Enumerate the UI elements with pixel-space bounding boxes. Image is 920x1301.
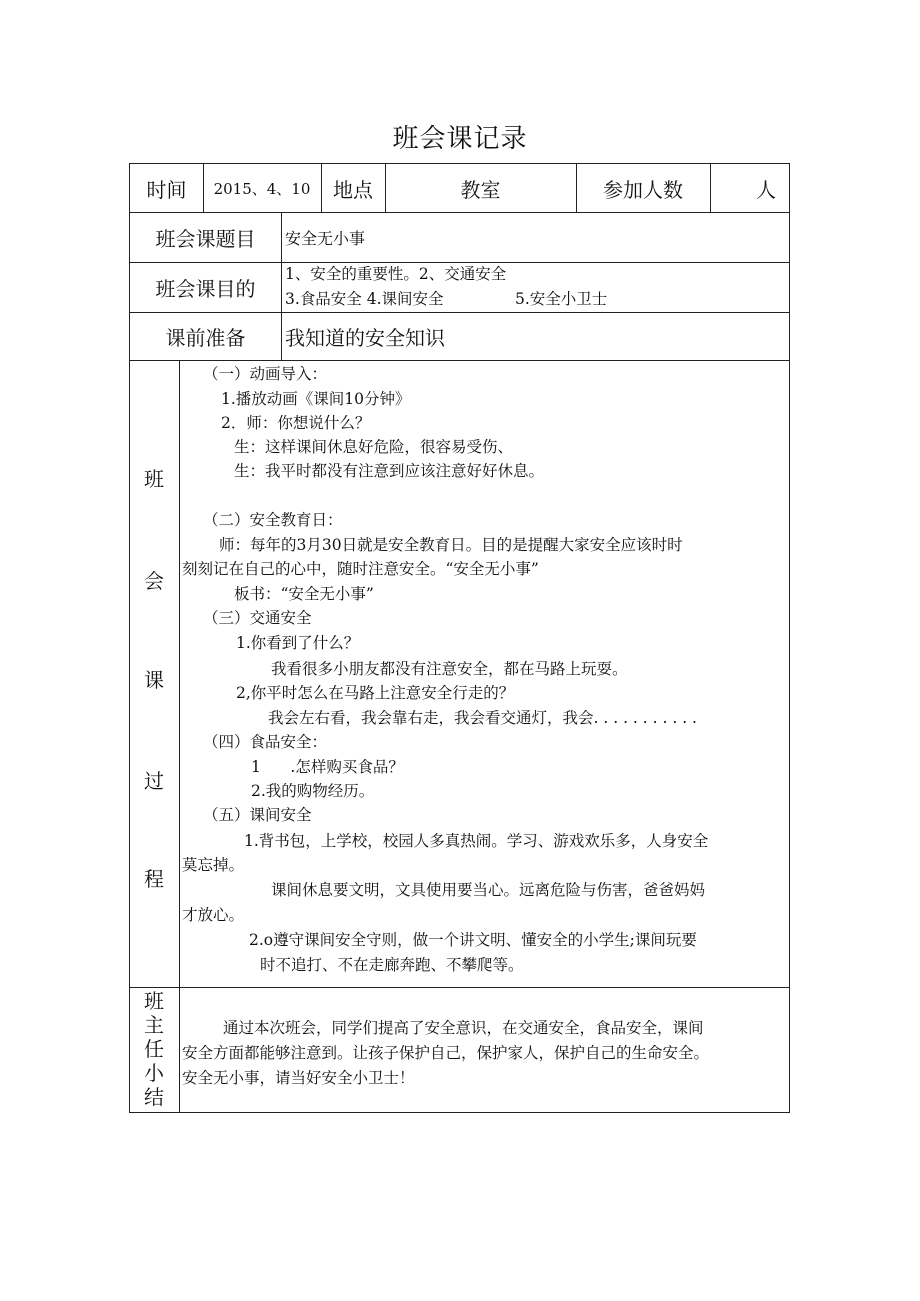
summary-label-char: 主 <box>144 1013 164 1037</box>
process-line: （二）安全教育日： <box>203 511 343 529</box>
process-line: （三）交通安全 <box>203 609 312 627</box>
row-divider <box>130 987 789 988</box>
process-label-char: 过 <box>144 769 164 793</box>
process-line: 1.你看到了什么？ <box>236 634 360 652</box>
goal-line-2b: 5.安全小卫士 <box>515 290 608 308</box>
process-line: 2.我的购物经历。 <box>251 782 375 800</box>
record-table <box>129 163 790 1113</box>
date-value: 2015、4、10 <box>213 179 311 198</box>
summary-line: 通过本次班会，同学们提高了安全意识，在交通安全，食品安全，课间 <box>223 1019 704 1037</box>
goal-line-1: 1、安全的重要性。2、交通安全 <box>285 265 507 283</box>
process-label-char: 程 <box>144 867 164 891</box>
topic-value: 安全无小事 <box>285 228 366 248</box>
process-line: （五）课间安全 <box>203 806 312 824</box>
prep-value: 我知道的安全知识 <box>285 325 445 350</box>
process-line: （一）动画导入： <box>203 365 328 383</box>
process-label-char: 班 <box>144 467 164 491</box>
time-label: 时间 <box>146 177 187 202</box>
process-line: 时不追打、不在走廊奔跑、不攀爬等。 <box>260 956 524 974</box>
summary-label-char: 任 <box>144 1037 164 1061</box>
count-value: 人 <box>756 177 776 202</box>
process-line: 师：每年的3月30日就是安全教育日。目的是提醒大家安全应该时时 <box>219 536 683 554</box>
process-line: 1.背书包，上学校，校园人多真热闹。学习、游戏欢乐多，人身安全 <box>244 832 709 850</box>
process-line: 板书：“安全无小事” <box>234 585 374 603</box>
count-label: 参加人数 <box>603 177 683 202</box>
process-line: 课间休息要文明，文具使用要当心。远离危险与伤害，爸爸妈妈 <box>271 881 706 899</box>
summary-line: 安全无小事，请当好安全小卫士！ <box>182 1069 415 1087</box>
goal-line-2a: 3.食品安全 4.课间安全 <box>285 290 444 308</box>
process-line: （四）食品安全： <box>203 733 328 751</box>
process-line: 我看很多小朋友都没有注意安全，都在马路上玩耍。 <box>271 660 628 678</box>
process-line: 我会左右看，我会靠右走，我会看交通灯，我会. . . . . . . . . . . <box>268 709 697 727</box>
process-line: 2,你平时怎么在马路上注意安全行走的？ <box>236 684 515 702</box>
process-line: 生：这样课间休息好危险，很容易受伤、 <box>234 438 514 456</box>
process-line: 刻刻记在自己的心中，随时注意安全。“安全无小事” <box>182 560 539 578</box>
page-title: 班会课记录 <box>392 124 528 154</box>
col-divider <box>281 212 282 360</box>
process-line: 才放心。 <box>182 906 245 924</box>
summary-label-char: 班 <box>144 989 164 1013</box>
process-line: 生：我平时都没有注意到应该注意好好休息。 <box>234 462 545 480</box>
col-divider <box>179 360 180 1112</box>
process-line: 2.o遵守课间安全守则，做一个讲文明、懂安全的小学生;课间玩要 <box>249 931 697 949</box>
process-label-char: 课 <box>144 668 164 692</box>
place-value: 教室 <box>460 177 501 202</box>
process-label-char: 会 <box>144 569 164 593</box>
summary-line: 安全方面都能够注意到。让孩子保护自己，保护家人，保护自己的生命安全。 <box>182 1044 710 1062</box>
process-line: 莫忘掉。 <box>182 856 245 874</box>
summary-label-char: 结 <box>144 1085 164 1109</box>
place-label: 地点 <box>333 177 373 202</box>
process-line: 1.播放动画《课间10分钟》 <box>221 390 411 408</box>
summary-label-char: 小 <box>144 1061 164 1085</box>
prep-label: 课前准备 <box>165 325 246 350</box>
process-line: 1 .怎样购买食品？ <box>251 758 404 776</box>
goal-label: 班会课目的 <box>155 276 256 301</box>
row-divider <box>130 360 789 361</box>
process-line: 2．师：你想说什么？ <box>221 414 371 432</box>
topic-label: 班会课题目 <box>155 226 256 251</box>
